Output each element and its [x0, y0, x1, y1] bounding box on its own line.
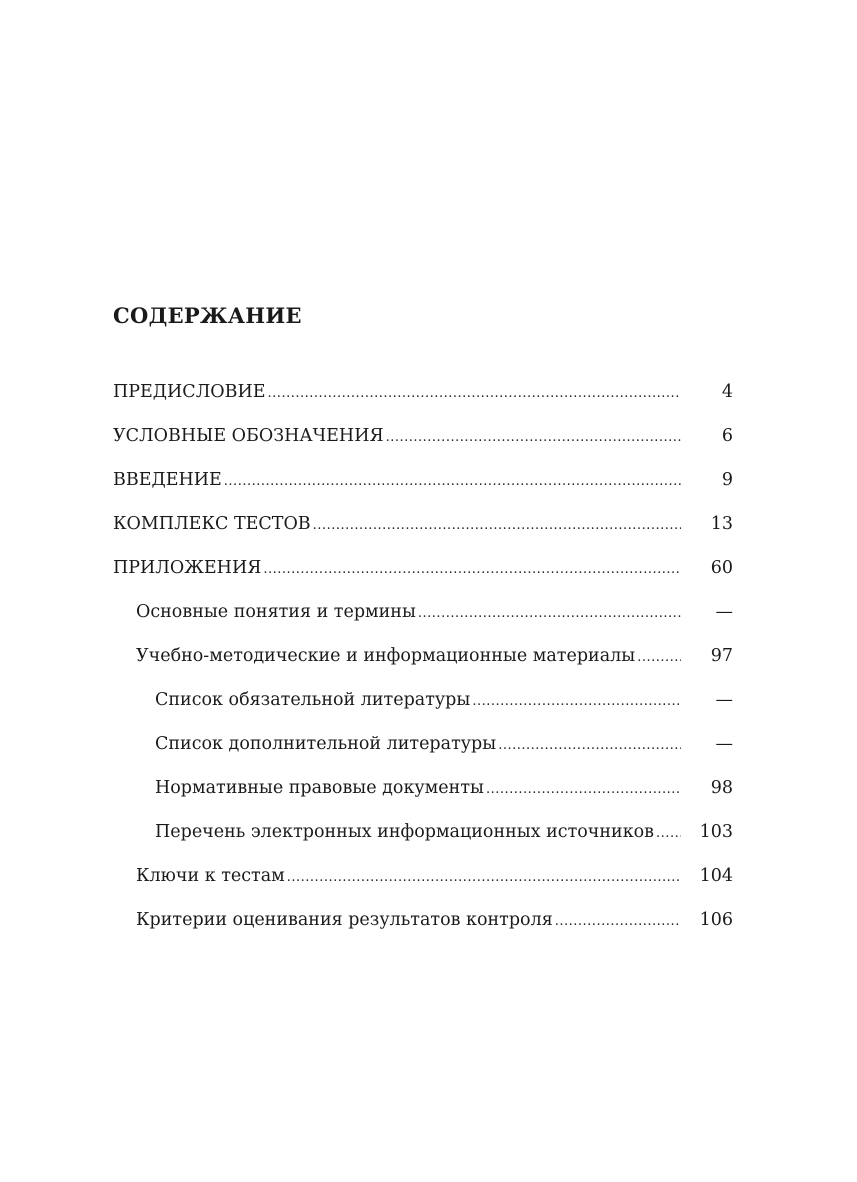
toc-page-number: 60: [710, 558, 733, 578]
toc-entry[interactable]: [0, 458, 857, 502]
dot-leader: [261, 548, 681, 592]
toc-entry[interactable]: [0, 810, 857, 854]
toc-entry-label: ПРИЛОЖЕНИЯ: [113, 558, 262, 578]
toc-entry[interactable]: [0, 502, 857, 546]
toc-entry-label: Нормативные правовые документы: [155, 778, 484, 798]
toc-page-number: 9: [721, 470, 733, 490]
toc-entry-label: Список дополнительной литературы: [155, 734, 497, 754]
page-title: СОДЕРЖАНИЕ: [113, 303, 302, 328]
toc-entry-label: КОМПЛЕКС ТЕСТОВ: [113, 514, 311, 534]
toc-entry-label: ВВЕДЕНИЕ: [113, 470, 222, 490]
toc-entry[interactable]: [0, 722, 857, 766]
toc-page-number: 103: [699, 822, 733, 842]
toc-page-number: 106: [699, 910, 733, 930]
dot-leader: [266, 372, 681, 416]
dot-leader: [222, 460, 681, 504]
toc-entry-label: Перечень электронных информационных источников: [155, 822, 655, 842]
dot-leader: [285, 856, 681, 900]
toc-entry-label: Список обязательной литературы: [155, 690, 471, 710]
toc-page-number: 13: [710, 514, 733, 534]
toc-entry-label: ПРЕДИСЛОВИЕ: [113, 382, 266, 402]
toc-entry[interactable]: [0, 414, 857, 458]
toc-entry[interactable]: [0, 898, 857, 942]
dot-leader: [654, 812, 681, 856]
toc-page-number: 97: [710, 646, 733, 666]
toc-page-number: —: [715, 690, 733, 710]
toc-entry[interactable]: [0, 678, 857, 722]
dot-leader: [496, 724, 681, 768]
toc-entry-label: Критерии оценивания результатов контроля: [136, 910, 553, 930]
toc-entry[interactable]: [0, 370, 857, 414]
toc-entry-label: Учебно-методические и информационные материалы: [136, 646, 636, 666]
dot-leader: [311, 504, 681, 548]
toc-entry[interactable]: [0, 590, 857, 634]
dot-leader: [553, 900, 681, 944]
toc-page-number: 104: [699, 866, 733, 886]
toc-entry-label: УСЛОВНЫЕ ОБОЗНАЧЕНИЯ: [113, 426, 384, 446]
toc-entry[interactable]: [0, 766, 857, 810]
dot-leader: [484, 768, 681, 812]
table-of-contents: [0, 370, 857, 942]
toc-entry[interactable]: [0, 634, 857, 678]
dot-leader: [470, 680, 681, 724]
toc-entry[interactable]: [0, 854, 857, 898]
toc-entry-label: Основные понятия и термины: [136, 602, 416, 622]
dot-leader: [635, 636, 681, 680]
toc-page-number: —: [715, 602, 733, 622]
toc-page-number: 6: [721, 426, 733, 446]
toc-page-number: —: [715, 734, 733, 754]
toc-page-number: 98: [710, 778, 733, 798]
dot-leader: [416, 592, 681, 636]
toc-page-number: 4: [721, 382, 733, 402]
toc-entry[interactable]: [0, 546, 857, 590]
dot-leader: [384, 416, 681, 460]
toc-entry-label: Ключи к тестам: [136, 866, 285, 886]
